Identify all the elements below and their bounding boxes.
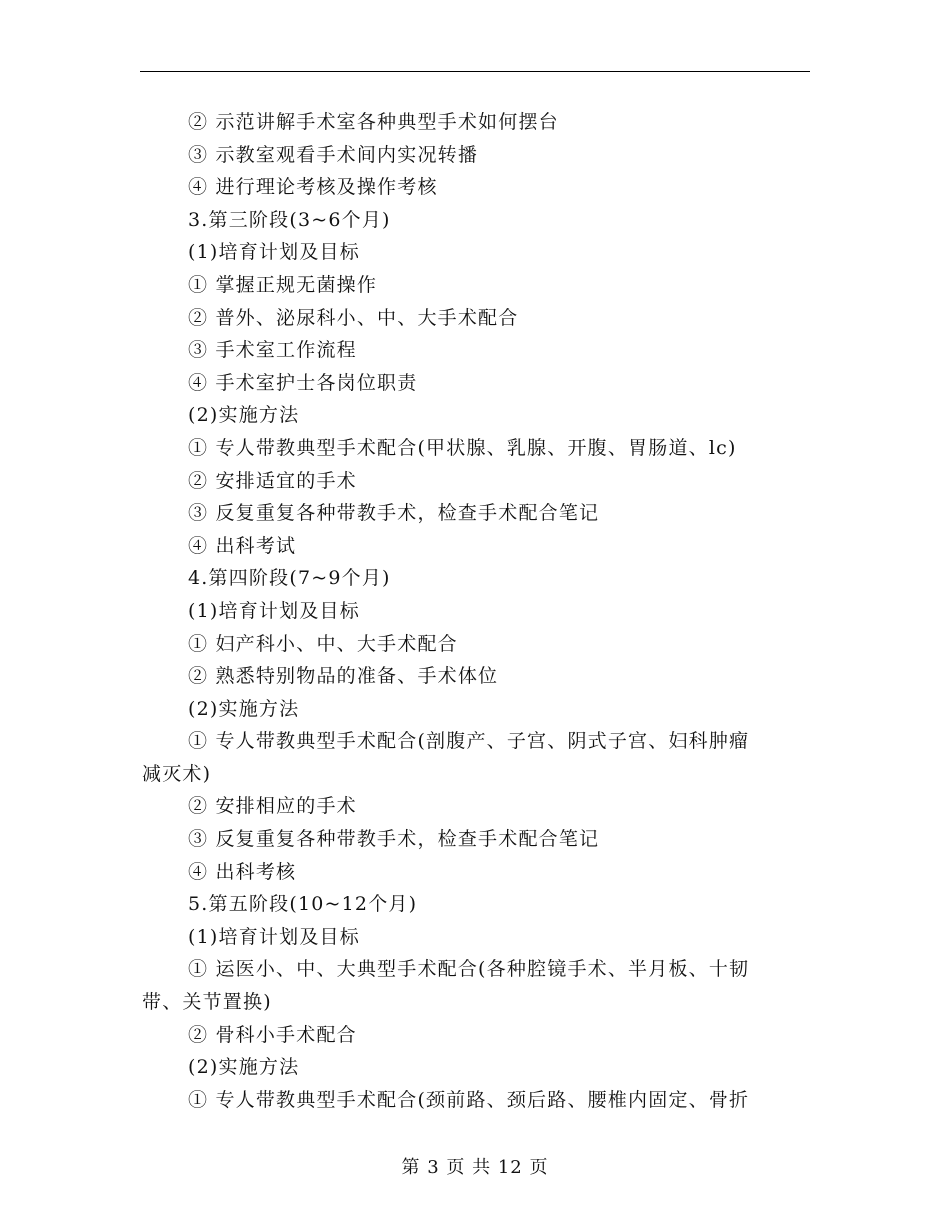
text-line: 减灭术): [142, 762, 212, 785]
text-line: ④ 手术室护士各岗位职责: [188, 371, 418, 394]
text-line: (2)实施方法: [188, 697, 300, 720]
text-line: ① 专人带教典型手术配合(甲状腺、乳腺、开腹、胃肠道、lc): [188, 436, 737, 459]
text-line: ④ 出科考试: [188, 534, 297, 557]
document-body: [142, 106, 802, 1116]
text-line: ③ 反复重复各种带教手术，检查手术配合笔记: [188, 502, 600, 525]
text-line: ③ 反复重复各种带教手术，检查手术配合笔记: [188, 828, 600, 851]
text-line: 5.第五阶段(10~12个月): [188, 893, 418, 916]
text-line: (1)培育计划及目标: [188, 241, 360, 264]
text-line: ④ 出科考核: [188, 860, 297, 883]
text-line: ② 安排适宜的手术: [188, 469, 357, 492]
text-line: ① 妇产科小、中、大手术配合: [188, 632, 458, 655]
text-line: ② 安排相应的手术: [188, 795, 357, 818]
text-line: ① 专人带教典型手术配合(颈前路、颈后路、腰椎内固定、骨折: [188, 1088, 750, 1111]
text-line: ② 骨科小手术配合: [188, 1023, 357, 1046]
text-line: ④ 进行理论考核及操作考核: [188, 176, 438, 199]
text-line: (1)培育计划及目标: [188, 599, 360, 622]
text-line: ② 熟悉特别物品的准备、手术体位: [188, 665, 499, 688]
header-rule: [140, 71, 810, 72]
text-line: (2)实施方法: [188, 1056, 300, 1079]
text-line: ① 专人带教典型手术配合(剖腹产、子宫、阴式子宫、妇科肿瘤: [188, 730, 750, 753]
text-line: ② 示范讲解手术室各种典型手术如何摆台: [188, 111, 559, 133]
text-line: ① 掌握正规无菌操作: [188, 273, 378, 296]
text-line: 4.第四阶段(7~9个月): [188, 567, 391, 590]
page-footer: 第 3 页 共 12 页: [401, 1157, 549, 1178]
text-line: ① 运医小、中、大典型手术配合(各种腔镜手术、半月板、十韧: [188, 958, 750, 981]
text-line: (2)实施方法: [188, 404, 300, 427]
text-line: (1)培育计划及目标: [188, 925, 360, 948]
text-line: ② 普外、泌尿科小、中、大手术配合: [188, 306, 519, 329]
text-line: ③ 示教室观看手术间内实况转播: [188, 143, 479, 166]
text-line: 带、关节置换): [142, 991, 272, 1014]
text-line: ③ 手术室工作流程: [188, 339, 357, 362]
text-line: 3.第三阶段(3~6个月): [188, 208, 391, 231]
